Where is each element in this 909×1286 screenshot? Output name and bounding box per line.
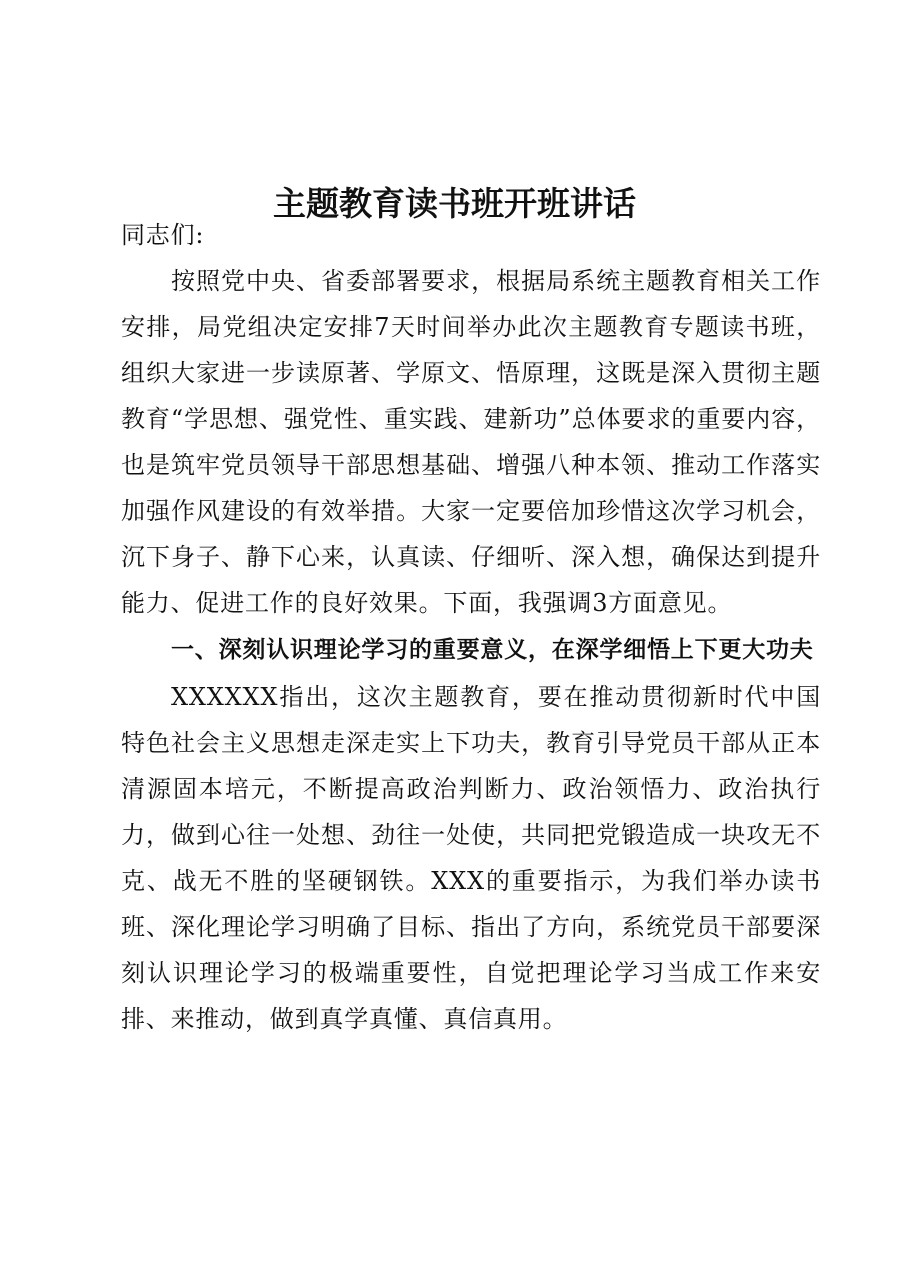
section-heading-1: 一、深刻认识理论学习的重要意义，在深学细悟上下更大功夫 [171, 637, 814, 663]
paragraph-intro: 按照党中央、省委部署要求，根据局系统主题教育相关工作安排，局党组决定安排7天时间举办此次主题教育专题读书班，组织大家进一步读原著、学原文、悟原理，这既是深入贯彻主题教育“学思想、强党性、重实践、建新功”总体要求的重要内容，也是筑牢党员领导干部思想基础、增强八种本领、推动工作落实加强作风建设的有效举措。大家一定要倍加珍惜这次学习机会，沉下身子、静下心来，认真读、仔细听、深入想，确保达到提升能力、促进工作的良好效果。下面，我强调3方面意见。 [121, 267, 821, 617]
document-body [121, 212, 821, 1042]
salutation: 同志们: [121, 221, 205, 249]
paragraph-section-1: XXXXXX指出，这次主题教育，要在推动贯彻新时代中国特色社会主义思想走深走实上下功夫，教育引导党员干部从正本清源固本培元，不断提高政治判断力、政治领悟力、政治执行力，做到心往一处想、劲往一处使，共同把党锻造成一块攻无不克、战无不胜的坚硬钢铁。XXX的重要指示，为我们举办读书班、深化理论学习明确了目标、指出了方向，系统党员干部要深刻认识理论学习的极端重要性，自觉把理论学习当成工作来安排、来推动，做到真学真懂、真信真用。 [121, 683, 821, 1033]
document-title: 主题教育读书班开班讲话 [273, 184, 636, 224]
